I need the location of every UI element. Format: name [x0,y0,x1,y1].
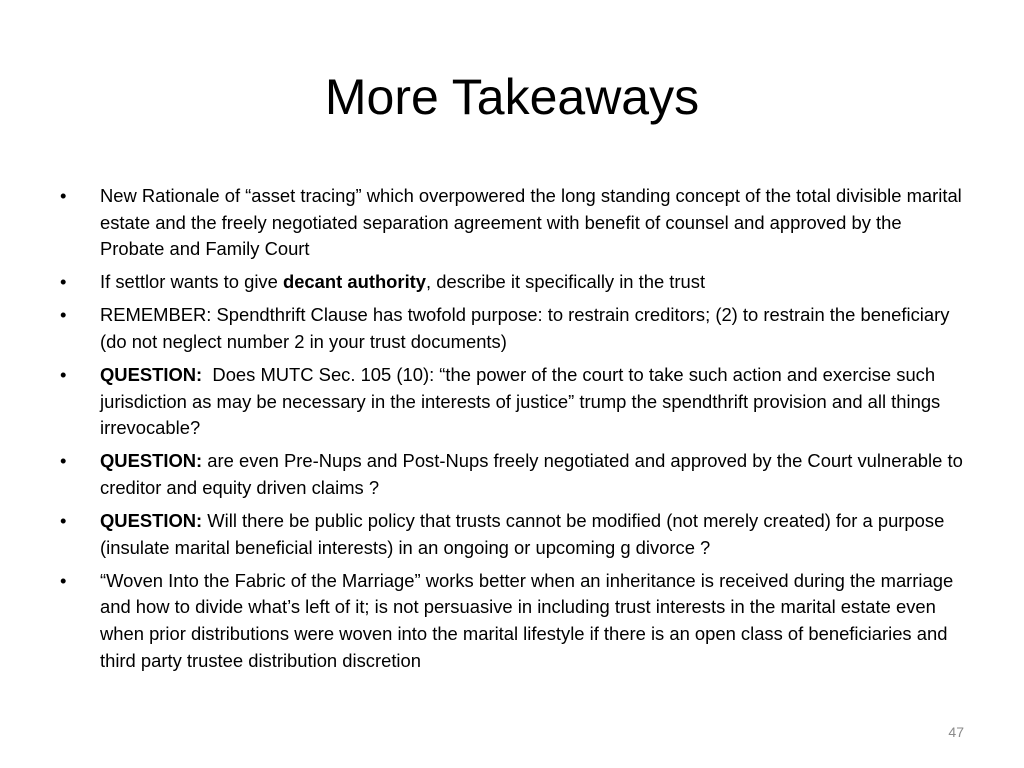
bullet-text: “Woven Into the Fabric of the Marriage” works better when an inheritance is received during the marriage and how to divide what’s left of it; is not persuasive in including trust interests in the marital estate even when prior distributions were woven into the marital lifestyle if there is an open class of beneficiaries and third party trustee distribution discretion [100,569,954,671]
bullet-icon: • [60,364,67,386]
bullet-list [58,183,970,681]
bullet-text-post: Will there be public policy that trusts cannot be modified (not merely created) for a purpose (insulate marital beneficial interests) in an ongoing or upcoming g divorce ? [100,510,945,558]
bullet-icon: • [60,185,67,206]
bullet-text-pre: If settlor wants to give [100,271,283,293]
bullet-text-post: are even Pre-Nups and Post-Nups freely negotiated and approved by the Court vulnerable to creditor and equity driven claims ? [100,450,963,498]
bullet-icon: • [60,304,67,326]
page-number: 47 [948,724,964,740]
bullet-text [100,510,944,558]
bullet-text: New Rationale of “asset tracing” which overpowered the long standing concept of the total divisible marital estate and the freely negotiated separation agreement with benefit of counsel and approved by the Probate and Family Court [100,185,962,260]
bullet-item-7 [58,568,970,674]
bullet-item-4 [58,362,970,442]
slide-title: More Takeaways [324,69,700,125]
bullet-text-bold: QUESTION: [100,510,203,532]
bullet-icon: • [60,510,67,532]
bullet-item-3 [58,302,970,355]
bullet-text-bold: decant authority [282,271,427,293]
bullet-icon: • [60,569,67,591]
bullet-text [100,271,705,292]
bullet-item-2 [58,269,970,296]
bullet-text-post: , describe it specifically in the trust [426,271,706,293]
bullet-icon: • [60,450,67,472]
bullet-text [100,364,945,438]
bullet-text-bold: QUESTION: [100,450,203,472]
bullet-icon: • [60,271,67,293]
bullet-item-1 [58,183,970,263]
bullet-item-5 [58,448,970,501]
bullet-text: REMEMBER: Spendthrift Clause has twofold purpose: to restrain creditors; (2) to restrain the beneficiary (do not neglect number 2 in your trust documents) [100,304,950,352]
bullet-text-post: Does MUTC Sec. 105 (10): “the power of the court to take such action and exercise such jurisdiction as may be necessary in the interests of justice” trump the spendthrift provision and all things irrevocable? [100,364,946,439]
bullet-item-6 [58,508,970,561]
bullet-text-bold: QUESTION: [100,364,203,386]
bullet-text [100,450,963,498]
